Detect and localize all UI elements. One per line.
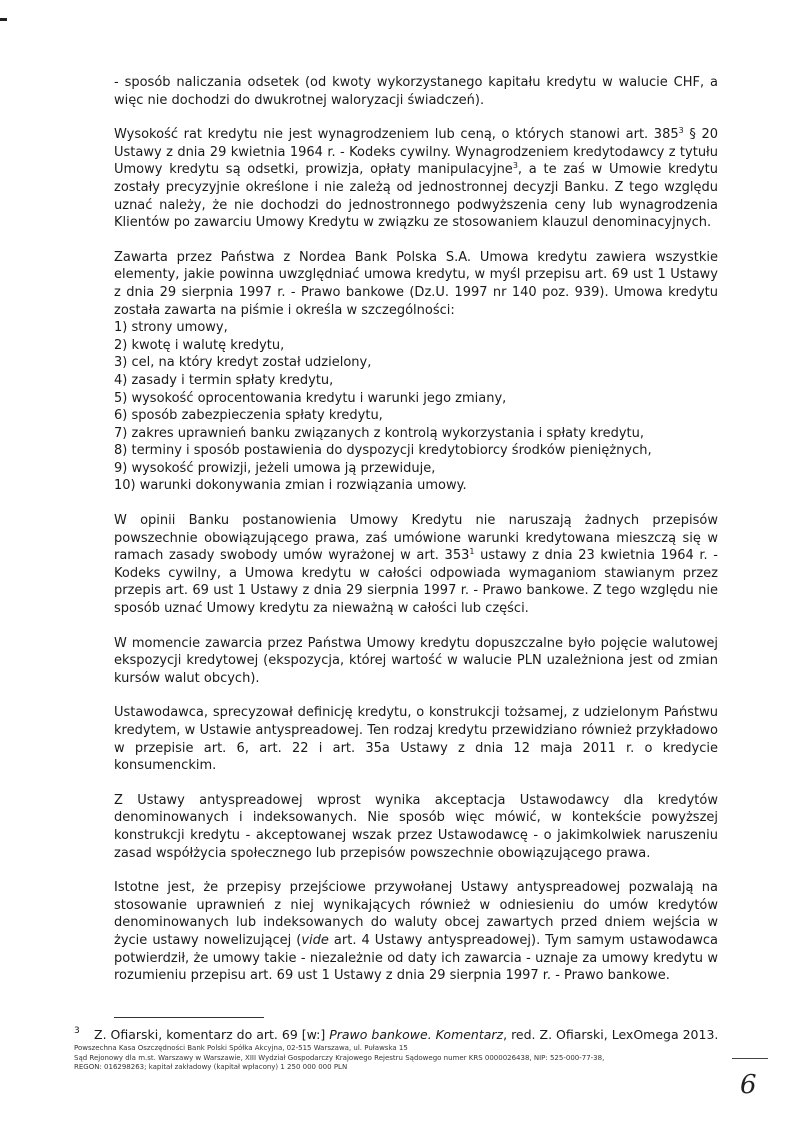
footnote-text-part: Z. Ofiarski, komentarz do art. 69 [w:] (94, 1027, 330, 1042)
list-item: 5) wysokość oprocentowania kredytu i warunki jego zmiany, (114, 390, 507, 406)
list-item: 1) strony umowy, (114, 320, 228, 336)
superscript: 1 (469, 547, 475, 557)
footnote-reference: 3 (512, 161, 518, 171)
footnote-number: 3 (74, 1026, 80, 1036)
paragraph-transitional-provisions (114, 879, 718, 985)
paragraph-interest-method (114, 74, 718, 109)
list-item: 2) kwotę i walutę kredytu, (114, 337, 285, 353)
paragraph-text: Wysokość rat kredytu nie jest wynagrodzeniem lub ceną, o których stanowi art. 385 (114, 127, 679, 143)
footnote (74, 1027, 734, 1043)
list-item: 9) wysokość prowizji, jeżeli umowa ją przewiduje, (114, 460, 436, 476)
paragraph-text: Z Ustawy antyspreadowej wprost wynika akceptacja Ustawodawcy dla kredytów denominowanych i indeksowanych. Nie sposób więc mówić, w kontekście powyższej konstrukcji kredytu - akceptowanej wszak przez Ustawodawcę - o jakimkolwiek naruszeniu zasad współżycia społecznego lub przepisów powszechnie obowiązującego prawa. (114, 792, 718, 861)
scan-edge-mark (0, 18, 7, 21)
paragraph-currency-exposure (114, 635, 718, 688)
paragraph-text: ustawy z dnia 23 kwietnia 1964 r. - Kodeks cywilny, a Umowa kredytu w całości odpowiada wymaganiom stawianym przez przepis art. 69 ust 1 Ustawy z dnia 29 sierpnia 1997 r. - Prawo bankowe. Z tego względu nie sposób uznać Umowy kredytu za nieważną w całości lub części. (114, 548, 718, 617)
emphasis-text: vide (301, 932, 329, 948)
list-item: 3) cel, na który kredyt został udzielony, (114, 355, 372, 371)
footer-line: Sąd Rejonowy dla m.st. Warszawy w Warszawie, XIII Wydział Gospodarczy Krajowego Rejestru Sądowego numer KRS 0000026438, NIP: 525-000-77-38, (74, 1053, 605, 1062)
list-item: 10) warunki dokonywania zmian i rozwiązania umowy. (114, 478, 467, 494)
paragraph-text: - sposób naliczania odsetek (od kwoty wykorzystanego kapitału kredytu w walucie CHF, a więc nie dochodzi do dwukrotnej waloryzacji świadczeń). (114, 75, 718, 108)
footer-line: Powszechna Kasa Oszczędności Bank Polski Spółka Akcyjna, 02-515 Warszawa, ul. Puławska 15 (74, 1044, 408, 1052)
paragraph-text: , a te zaś w Umowie kredytu zostały precyzyjnie określone i nie zależą od jednostronnej decyzji Banku. Z tego względu uznać należy, że nie dochodzi do jednostronnego podwyższenia ceny lub wynagrodzenia Klientów po zawarciu Umowy Kredytu w związku ze stosowaniem klauzul denominacyjnych. (114, 162, 718, 231)
superscript: 3 (678, 126, 684, 136)
paragraph-legislator-definition (114, 704, 718, 774)
list-item: 4) zasady i termin spłaty kredytu, (114, 372, 334, 388)
paragraph-text: Ustawodawca, sprecyzował definicję kredytu, o konstrukcji tożsamej, z udzielonym Państwu kredytem, w Ustawie antyspreadowej. Ten rodzaj kredytu przewidziano również przykładowo w przepisie art. 6, art. 22 i art. 35a Ustawy z dnia 12 maja 2011 r. o kredycie konsumenckim. (114, 705, 718, 774)
paragraph-antispread-acceptance (114, 792, 718, 862)
paragraph-text: W opinii Banku postanowienia Umowy Kredytu nie naruszają żadnych przepisów powszechnie obowiązującego prawa, zaś umówione warunki kredytowana mieszczą się w ramach zasady swobody umów wyrażonej w art. 353 (114, 513, 718, 564)
footer-line: REGON: 016298263; kapitał zakładowy (kapitał wpłacony) 1 250 000 000 PLN (74, 1063, 348, 1071)
paragraph-installments (114, 126, 718, 232)
paragraph-bank-opinion (114, 512, 718, 618)
paragraph-text: Istotne jest, że przepisy przejściowe przywołanej Ustawy antyspreadowej pozwalają na stosowanie uprawnień z niej wynikających również w odniesieniu do umów kredytów denominowanych lub indeksowanych do waluty obcej zawartych przed dniem wejścia w życie ustawy nowelizującej ( (114, 880, 718, 948)
paragraph-text: Zawarta przez Państwa z Nordea Bank Polska S.A. Umowa kredytu zawiera wszystkie elementy, jakie powinna uwzględniać umowa kredytu, w myśl przepisu art. 69 ust 1 Ustawy z dnia 29 sierpnia 1997 r. - Prawo bankowe (Dz.U. 1997 nr 140 poz. 939). Umowa kredytu została zawarta na piśmie i określa w szczególności: (114, 249, 718, 318)
bank-legal-footer (74, 1044, 714, 1073)
footnote-cited-title: Prawo bankowe. Komentarz (329, 1027, 504, 1042)
list-item: 8) terminy i sposób postawienia do dyspozycji kredytobiorcy środków pieniężnych, (114, 443, 652, 459)
letter-body (114, 74, 718, 1002)
paragraph-text: § 20 Ustawy z dnia 29 kwietnia 1964 r. - Kodeks cywilny. Wynagrodzeniem kredytodawcy z tytułu Umowy kredytu są odsetki, prowizja, opłaty manipulacyjne (114, 127, 718, 178)
list-item: 6) sposób zabezpieczenia spłaty kredytu, (114, 408, 383, 424)
margin-rule (732, 1058, 768, 1059)
page-number: 6 (740, 1070, 757, 1100)
paragraph-contract-elements (114, 249, 718, 319)
contract-elements-list (114, 319, 718, 495)
footnote-text (74, 1027, 734, 1043)
paragraph-text: art. 4 Ustawy antyspreadowej). Tym samym ustawodawca potwierdził, że umowy takie - niezależnie od daty ich zawarcia - uznaje za umowy kredytu w rozumieniu przepisu art. 69 ust 1 Ustawy z dnia 29 sierpnia 1997 r. - Prawo bankowe. (114, 932, 718, 984)
footnote-text-part: , red. Z. Ofiarski, LexOmega 2013. (503, 1027, 719, 1042)
footnote-divider (114, 1017, 264, 1018)
list-item: 7) zakres uprawnień banku związanych z kontrolą wykorzystania i spłaty kredytu, (114, 425, 645, 441)
paragraph-text: W momencie zawarcia przez Państwa Umowy kredytu dopuszczalne było pojęcie walutowej ekspozycji kredytowej (ekspozycja, której wartość w walucie PLN uzależniona jest od zmian kursów walut obcych). (114, 635, 718, 686)
